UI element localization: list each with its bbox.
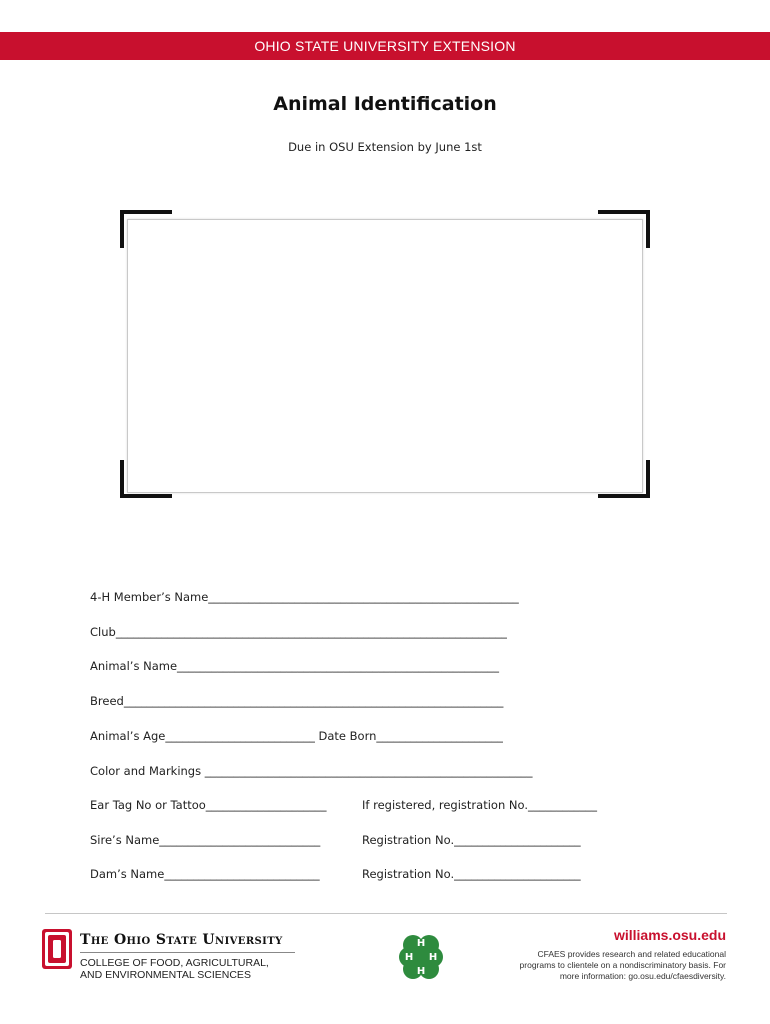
members-name-field[interactable]: 4-H Member’s Name______________________________________________________ [90,590,519,604]
4h-clover-icon [396,932,446,982]
college-line-1: COLLEGE OF FOOD, AGRICULTURAL, [80,957,269,969]
due-date-subtitle: Due in OSU Extension by June 1st [288,140,482,154]
photo-corner-bottom-right [598,460,650,498]
block-o-logo-icon [41,928,73,970]
university-underline [80,952,295,953]
breed-field[interactable]: Breed__________________________________________________________________ [90,694,504,708]
svg-text:H: H [416,966,426,977]
disclaimer-line-1: CFAES provides research and related educational [537,949,726,959]
college-name [80,957,269,981]
svg-text:H: H [428,952,438,963]
sire-name-field[interactable]: Sire’s Name____________________________ [90,833,321,847]
footer-divider [45,913,727,914]
website-link[interactable]: williams.osu.edu [613,927,726,943]
color-markings-field[interactable]: Color and Markings _________________________________________________________ [90,764,533,778]
sire-registration-field[interactable]: Registration No.______________________ [362,833,581,847]
svg-text:H: H [404,952,414,963]
club-field[interactable]: Club____________________________________________________________________ [90,625,507,639]
photo-corner-top-left [120,210,172,248]
disclaimer-line-3: more information: go.osu.edu/cfaesdiversity. [559,971,726,981]
university-name: The Ohio State University [80,932,283,948]
photo-corner-top-right [598,210,650,248]
ear-tag-field[interactable]: Ear Tag No or Tattoo_____________________ [90,798,327,812]
disclaimer-line-2: programs to clientele on a nondiscriminatory basis. For [519,960,726,970]
registration-number-field[interactable]: If registered, registration No.____________ [362,798,597,812]
photo-frame [120,210,650,498]
dam-registration-field[interactable]: Registration No.______________________ [362,867,581,881]
photo-area [127,219,643,493]
college-line-2: AND ENVIRONMENTAL SCIENCES [80,969,251,981]
photo-corner-bottom-left [120,460,172,498]
dam-name-field[interactable]: Dam’s Name___________________________ [90,867,320,881]
animals-name-field[interactable]: Animal’s Name________________________________________________________ [90,659,500,673]
page-title: Animal Identification [273,93,497,115]
svg-text:H: H [416,938,426,949]
extension-banner: OHIO STATE UNIVERSITY EXTENSION [0,32,770,60]
nondiscrimination-statement [476,949,726,982]
age-and-date-born-field[interactable]: Animal’s Age__________________________ Date Born______________________ [90,729,503,743]
